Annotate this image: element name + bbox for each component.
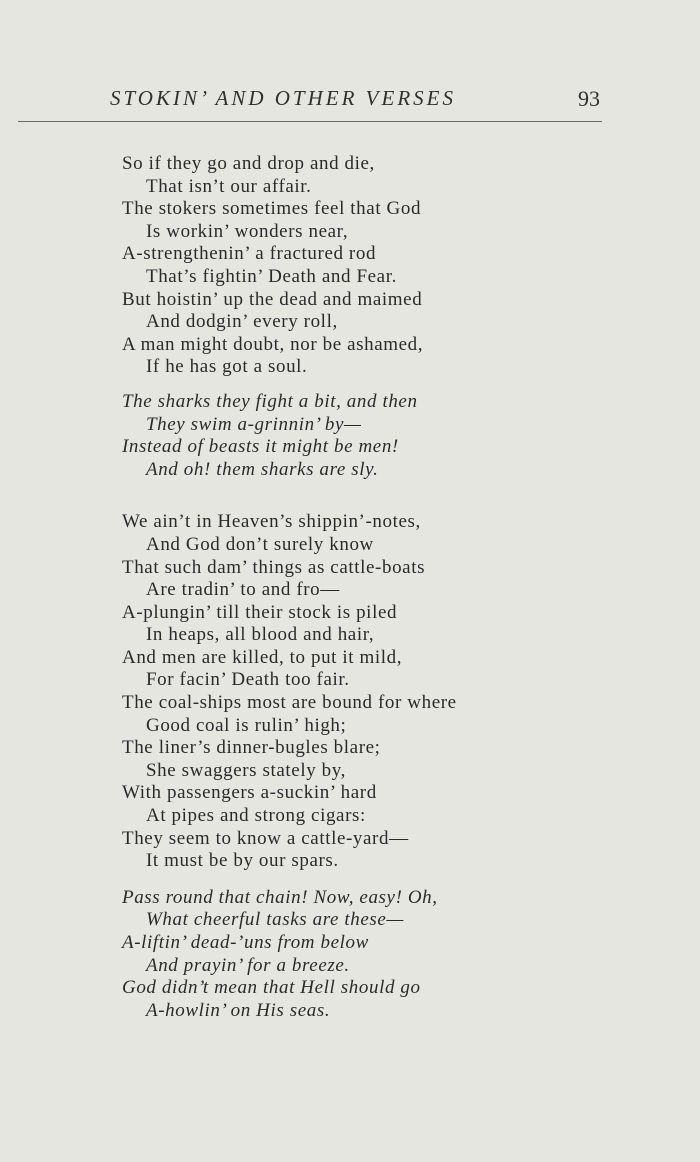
poem-line: That’s fightin’ Death and Fear. [146, 265, 397, 287]
poem-line: We ain’t in Heaven’s shippin’-notes, [122, 511, 421, 533]
poem-line: At pipes and strong cigars: [146, 805, 366, 827]
poem-line: They swim a-grinnin’ by— [146, 413, 362, 435]
poem-line: With passengers a-suckin’ hard [122, 782, 377, 804]
poem-line: It must be by our spars. [146, 850, 339, 872]
poem-line: A-plungin’ till their stock is piled [122, 601, 398, 623]
poem-line: The coal-ships most are bound for where [122, 692, 457, 714]
poem-line: But hoistin’ up the dead and maimed [122, 288, 423, 310]
stanza-2 [122, 391, 602, 481]
poem-line: And prayin’ for a breeze. [146, 954, 350, 976]
poem-line: And men are killed, to put it mild, [122, 646, 403, 668]
poem-line: Pass round that chain! Now, easy! Oh, [122, 886, 438, 908]
stanza-3 [122, 511, 602, 873]
poem-line: And God don’t surely know [146, 533, 374, 555]
poem-line: The liner’s dinner-bugles blare; [122, 737, 381, 759]
poem-line: Is workin’ wonders near, [146, 220, 349, 242]
poem-line: The sharks they fight a bit, and then [122, 390, 418, 412]
poem-line: A man might doubt, nor be ashamed, [122, 333, 424, 355]
poem-line: So if they go and drop and die, [122, 153, 375, 174]
poem-line: They seem to know a cattle-yard— [122, 827, 409, 849]
poem-line: A-liftin’ dead-’uns from below [122, 932, 369, 953]
poem-line: A-howlin’ on His seas. [146, 999, 331, 1021]
poem-line: And dodgin’ every roll, [146, 311, 338, 333]
poem-line: A-strengthenin’ a fractured rod [122, 243, 377, 265]
poem-line: In heaps, all blood and hair, [146, 624, 375, 646]
poem-line: That isn’t our affair. [146, 175, 312, 197]
poem-line: God didn’t mean that Hell should go [122, 977, 421, 999]
poem-line: Good coal is rulin’ high; [146, 714, 347, 736]
poem-line: What cheerful tasks are these— [146, 909, 404, 931]
poem-line: For facin’ Death too fair. [146, 669, 350, 691]
running-title: STOKIN’ AND OTHER VERSES [110, 86, 456, 110]
poem-line: Are tradin’ to and fro— [146, 579, 340, 601]
stanza-4 [122, 887, 602, 1023]
page-number: 93 [578, 86, 600, 111]
header-rule [18, 121, 602, 122]
poem-line: And oh! them sharks are sly. [146, 458, 379, 480]
stanza-1 [122, 153, 602, 379]
page-header [0, 86, 700, 116]
poem-body [122, 153, 602, 1022]
poem-line: The stokers sometimes feel that God [122, 198, 422, 220]
poem-line: She swaggers stately by, [146, 759, 346, 781]
poem-line: If he has got a soul. [146, 356, 308, 378]
poem-line: Instead of beasts it might be men! [122, 436, 399, 458]
poem-line: That such dam’ things as cattle-boats [122, 556, 426, 578]
